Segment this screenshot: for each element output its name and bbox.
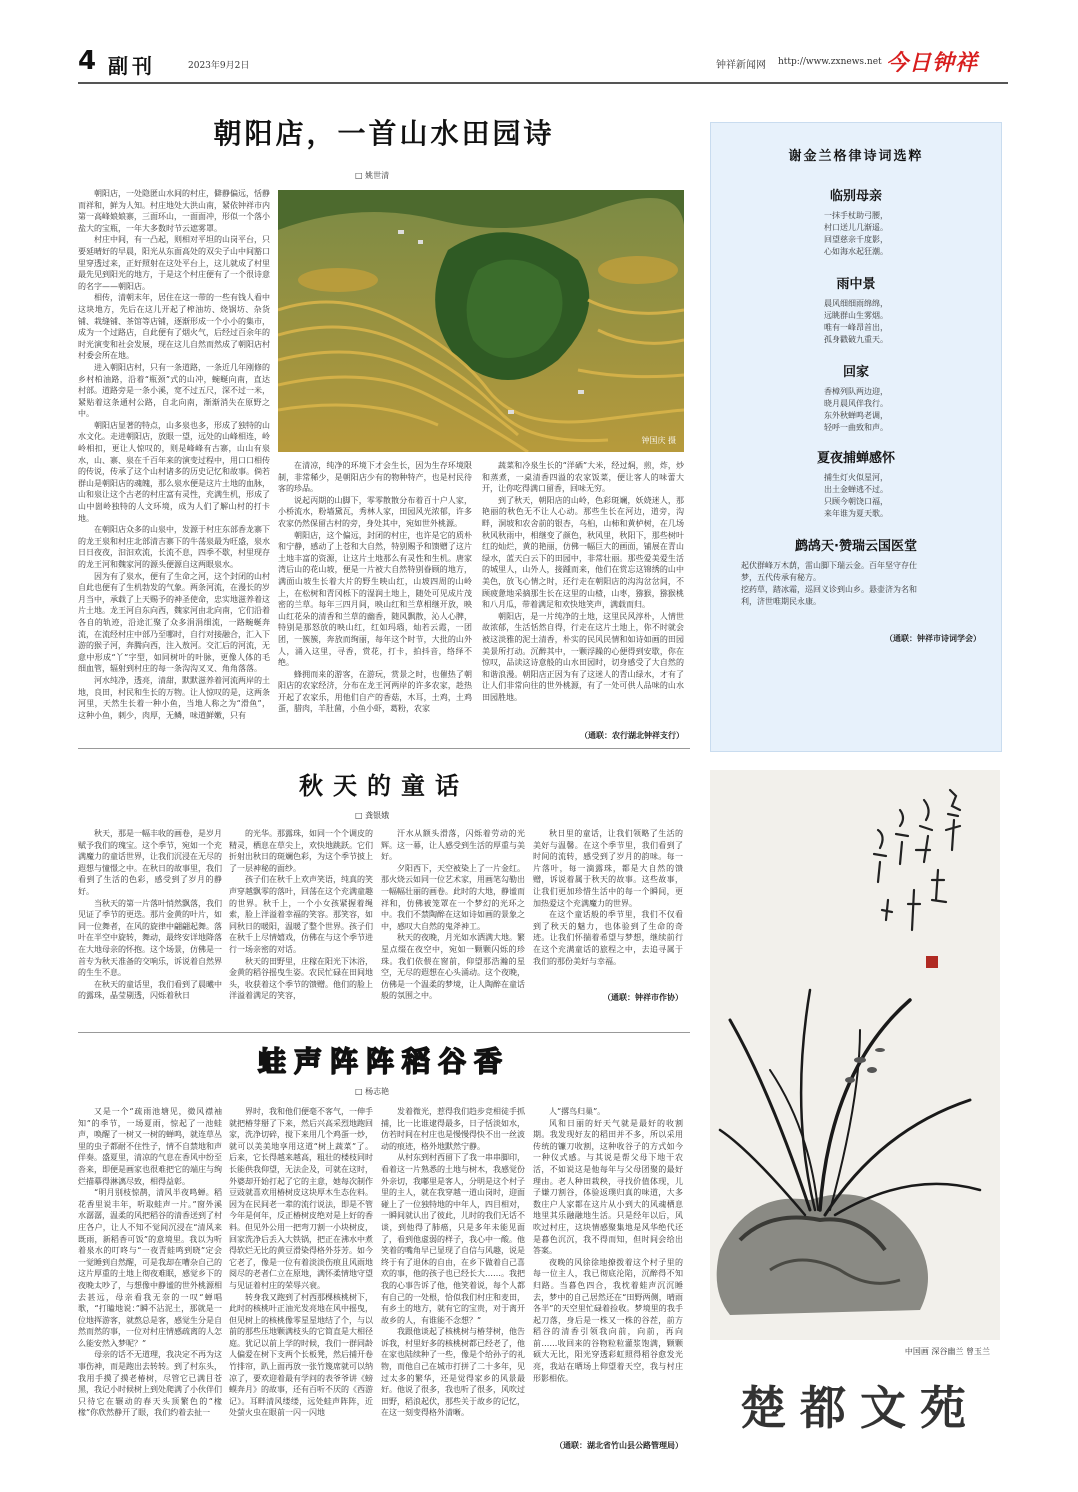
paragraph: 当秋天的第一片落叶悄然飘落，我们见证了季节的更迭。那片金黄的叶片，如同一位舞者，在风的旋律中翩翩起舞。落叶在半空中旋转，舞动，最终安详地降落在大地母亲的怀抱。这个场景，仿佛是一首专为秋天准备的交响乐，诉说着自然界的生生不息。 bbox=[78, 898, 222, 978]
article2-title: 秋天的童话 bbox=[299, 771, 469, 800]
paragraph: 在秋天的童话里，我们看到了晨曦中的露珠，晶莹剔透，闪烁着秋日 bbox=[78, 979, 222, 1001]
paragraph: 秋天的田野里，庄稼在阳光下沐浴，金黄的稻谷摇曳生姿。农民忙碌在田间地头，收获着这个季节的馈赠。他们的脸上洋溢着满足的笑容， bbox=[229, 956, 373, 1001]
poem-line: 捕生灯火似星河， bbox=[824, 473, 888, 482]
paragraph: 的光华。那露珠，如同一个个调皮的精灵，栖息在草尖上，欢快地跳跃。它们折射出秋日的斑斓色彩，为这个季节披上了一层神秘的面纱。 bbox=[229, 829, 373, 873]
paragraph: 发着微光，惹得我们趋步竞相徒手抓捕，比一比谁逮得最多，日子恬淡如水，仿若时间在村庄也是慢慢得快不出一丝波动的痕迹，格外地默然宁静。 bbox=[381, 1107, 525, 1151]
page-number: 4 bbox=[78, 46, 97, 76]
paragraph: 在朝阳店众多的山泉中，发源于村庄东部香龙寨下的龙王泉和村庄北部清吉寨下的牛荡泉最为旺盛，泉水日日夜夜，汩汩欢流，长流不息，四季不歇，村里现存的龙王河和魏家河的源头便源自这两眼泉水。 bbox=[78, 525, 270, 569]
article2-col2 bbox=[229, 828, 373, 1038]
article3-byline bbox=[355, 1086, 389, 1097]
article1-note: （通联：农行湖北钟祥支行） bbox=[580, 731, 684, 740]
article1-col3 bbox=[482, 460, 684, 726]
poem-line: 轻呼一曲致和声。 bbox=[824, 423, 888, 432]
paragraph: 我跟他谈起了核桃树与椿芽树，他告诉我，村里好多的核桃树都已经老了，他在家也陆续种了一些，像是个给孙子的礼物，而他自己在城市打拼了二十多年，见过太多的繁华，还是觉得家乡的风景最好。他说了很多，我也听了很多，风吹过田野，稻浪起伏，那些关于故乡的记忆，在这一刻变得格外清晰。 bbox=[381, 1327, 525, 1418]
section-divider bbox=[78, 748, 690, 749]
poem-line: 村口送儿几渐遥。 bbox=[824, 223, 888, 232]
article1-col2 bbox=[278, 460, 472, 740]
poem-line: 一抹手杖助弓腰， bbox=[824, 211, 888, 220]
article2-col4 bbox=[533, 828, 683, 988]
byline-box-icon: □ bbox=[355, 1087, 363, 1096]
paragraph: 界时，我和他们便毫不客气，一伸手就把椿芽掰了下来，然后兴高采烈地跑回家，洗净切碎，搅下来用几个鸡蛋一炒，就可以美美地享用这道“树上蔬菜”了。后来，它长得越来越高，粗壮的楼枝同时长能供我仰望，无法企及，可就在这时，外婆却开始打起了它的主意，她每次制作豆豉就喜欢用椿树皮这块厚木生态佐料。因为在民间老一辈的流行说法，即是不管今年是何年，反正椿树皮绝对是上好的香料。但见外公用一把弯刀割一小块树皮，回家洗净后丢入大铁锅，把正在沸水中煮得软烂无比的黄豆滑染得格外芬芳。如今它老了，像是一位有着淡淡伤痕且风雨地阅尽的老者仁立在原地，满怀柔情地守望与见证着村庄的荣辱兴衰。 bbox=[229, 1107, 373, 1290]
poem-line: 晓月晨风伴我行。 bbox=[824, 399, 888, 408]
seal-stamp bbox=[926, 956, 938, 968]
article2-col3 bbox=[381, 828, 525, 1038]
paragraph: 在清凉，纯净的环境下才会生长，因为生存环境限制，非常稀少，是朝阳店少有的物种特产，也是村民待客的珍品。 bbox=[278, 461, 472, 494]
article2-byline bbox=[355, 810, 389, 821]
paragraph: 朝阳店，一处隐匿山水间的村庄，僻静偏远，恬静而祥和，鲜为人知。村庄地处大洪山南，紧依钟祥市内第一高峰娘娘寨，三面环山，一面面冲，形似一个落小盐大的宝瓶，一年大多数时节云遮雾罩。 bbox=[78, 189, 270, 233]
paragraph: 汗水从额头滑落，闪烁着劳动的光辉。这一幕，让人感受到生活的厚重与美好。 bbox=[381, 829, 525, 862]
poem-1 bbox=[711, 185, 1001, 258]
poem-line: 挖药草，踏冰霜，巡回义诊到山乡。悬壶济为名和 bbox=[741, 585, 917, 594]
poem-line: 远眺群山生雾烟。 bbox=[824, 311, 888, 320]
paragraph: 在这个童话般的季节里，我们不仅看到了秋天的魅力，也体验到了生命的奇迹。让我们怀揣着希望与梦想，继续前行在这个充满童话的旅程之中，去追寻属于我们的那份美好与幸福。 bbox=[533, 910, 683, 966]
paragraph: 到了秋天，朝阳店的山岭，色彩斑斓，妖娆迷人，那艳丽的秋色无不让人心动。那些生长在河边，道旁，沟畔，洞坡和农舍前的银杏，乌桕，山柿和黄栌树，在几场秋风秋雨中，相继变了颜色，秋风里，秋阳下，那些树叶红的灿烂，黄的艳丽，仿佛一幅巨大的画面，铺展在青山绿水，蓝天白云下的田园中，非常壮丽。那些爱美爱生活的城里人，山外人，接踵而来，他们在赏忘这锦绣的山中美色，放飞心情之时，还行走在朝阳店的沟沟岔岔间，不顾疲惫地采摘那生长在这里的山楂，山枣，猕猴，猕猴桃和八月瓜，带着满足和欢快地笑声，满载而归。 bbox=[482, 495, 684, 610]
poem-line: 梦，五代传承有秘方。 bbox=[741, 573, 821, 582]
poem-line: 起伏群峰万木荫，雷山脚下瑞云金。百年坚守存仕 bbox=[741, 561, 917, 570]
poems-note: （通联：钟祥市诗词学会） bbox=[885, 634, 981, 643]
poem-5 bbox=[711, 535, 1001, 608]
article2-col1 bbox=[78, 828, 222, 1038]
paragraph: 说起丙期的山脚下，零零散散分布着百十户人家，小桥流水，粉墙黛瓦，秀林人家，田园风光浓郁，许多农家仍然保留古村的旁，身处其中，宛如世外桃源。 bbox=[278, 495, 472, 528]
article3-col3 bbox=[381, 1106, 525, 1464]
header-rule bbox=[78, 82, 1008, 84]
paragraph: “明月别枝惊鹊，清风半夜鸣蝉。稻花香里说丰年，听取蛙声一片。”窗外溪水潺潺，温柔的风把稻谷的清香送到了村庄各户，让人不知不觉间沉浸在“清风来既雨，新稻香可饭”的意境里。我以为听着泉水的叮咚与“一夜青蛙鸣到晓”定会一觉睡到自然醒，可是我却在嘈杂自己的这片厚重的土地上彻夜难眠，感觉乡下的夜晚太吵了，与想像中静谧的世外桃源相去甚远，母亲看我无奈的一叹“蝉唱歌，“打瞌地说：”瞬不沾泥土，那就是一位地挥游客，就熬总是客，感觉生分是自然而然的事，一位对村庄情感疏离的人怎么能安然入梦呢？” bbox=[78, 1188, 222, 1348]
article3-col1 bbox=[78, 1106, 222, 1464]
site-url: http://www.zxnews.net bbox=[778, 57, 882, 67]
masthead-logo: 今日钟祥 bbox=[886, 50, 979, 76]
article3-col4 bbox=[533, 1106, 683, 1436]
poem-title: 回家 bbox=[842, 365, 869, 380]
poem-title: 雨中景 bbox=[836, 277, 876, 292]
poem-2 bbox=[711, 273, 1001, 346]
paragraph: 母亲的话不无道理，我决定不再为这事伤神，而是跑出去转转。到了村东头，我用手摸了摸老椿树，尽管它已满目苍黑，我记小时候树上到处爬满了小伙伴们只待它在辗动的春天头顶繁色的“椽椽”你欣然静开了眼，我们约着去扯一 bbox=[78, 1350, 222, 1418]
terrace-landscape-image bbox=[278, 190, 684, 452]
article1-title: 朝阳店，一首山水田园诗 bbox=[213, 117, 555, 150]
article3-col2 bbox=[229, 1106, 373, 1464]
paragraph: 蜂拥而来的游客，在游玩，赏景之时，也催热了朝阳店的农家经济，分布在龙王河两岸的许多农家，趁热开起了农家乐，用他们自产的香菇，木耳，土鸡，土鸡蛋，腊肉，羊肚菌，小鱼小虾，葛粉，农家 bbox=[278, 669, 472, 714]
ink-orchid-painting bbox=[710, 770, 1000, 1340]
paragraph: 相传，清朝末年，居住在这一带的一些有钱人看中这块地方，先后在这儿开起了榨油坊、烧锅坊、杂货铺、栽缝铺、茶馆等店铺，逐渐形成一个小小的集市，成为一个过路店，自此便有了烟火气，后经过百余年的时光演变和社会发展，现在这儿自然而然成了朝阳店村村委会所在地。 bbox=[78, 293, 270, 361]
article3-author: 杨志艳 bbox=[365, 1087, 390, 1096]
paragraph: 秋日里的童话，让我们领略了生活的美好与温馨。在这个季节里，我们看到了时间的流转，感受到了岁月的韵味。每一片落叶，每一滴露珠，都是大自然的馈赠，诉说着属于秋天的故事。这些故事，让我们更加珍惜生活中的每一个瞬间，更加热爱这个充满魔力的世界。 bbox=[533, 829, 683, 908]
landscape-photo bbox=[278, 190, 684, 452]
paragraph: 村庄中间，有一凸起，则相对平坦的山岗平台，只要延晴好的早晨，阳光从东面高处的双尖子山中间豁口里穿透过来，正好照射在这处平台上，这儿就成了村里最先见到阳光的地方，于是这个村庄便有了一个很诗意的名字——朝阳店。 bbox=[78, 235, 270, 291]
paragraph: 进入朝阳店村，只有一条道路，一条近几年刚修的乡村柏油路，沿着“瓶颈”式的山冲，蜿蜒向南，直达村部。道路旁是一条小溪，宽不过五尺，深不过一米，紧贴着这条通村公路，自北向南，渐渐消失在原野之中。 bbox=[78, 362, 270, 419]
painting-caption: 中国画 深谷幽兰 曾玉兰 bbox=[904, 1347, 990, 1356]
paragraph: 孩子们在秋千上欢声笑语，纯真的笑声穿越飘零的落叶，回荡在这个充满童趣的世界。秋千上，一个小女孩紧握着绳索，脸上洋溢着幸福的笑容。那笑容，如同秋日的暖阳，温暖了整个世界。孩子们在秋千上尽情嬉戏，仿佛在与这个季节进行一场亲密的对话。 bbox=[229, 875, 373, 954]
poem-line: 出土金蝉逃不过。 bbox=[824, 485, 888, 494]
paragraph: 秋天的夜晚，月光如水洒满大地。繁星点缀在夜空中，宛如一颗颗闪烁的珍珠。我们依偎在窗前，仰望那浩瀚的星空，无尽的遐想在心头涌动。这个夜晚，仿佛是一个温柔的梦境，让人陶醉在童话般的氛围之中。 bbox=[381, 933, 525, 1001]
byline-box-icon: □ bbox=[355, 811, 363, 820]
orchid-painting-image bbox=[710, 770, 1000, 1340]
paragraph: 蔬菜和冷泉生长的“洋硒”大米，经过焖，煎，炸，炒和蒸煮，一桌清香四溢的农家饭菜，便让客人的味蕾大开，让你吃得满口留香，回味无穷。 bbox=[482, 461, 684, 494]
photo-credit: 钟国庆 摄 bbox=[641, 436, 676, 445]
poem-line: 孤身戳破九重天。 bbox=[824, 335, 888, 344]
poem-line: 晨风细细雨绵绵， bbox=[824, 299, 888, 308]
paragraph: 夜晚的风徐徐地撩拨着这个村子里的每一位主人，我已彻底沦陷，沉醉得不知归路。当暮色四合，我枕着蛙声沉沉睡去，梦中的自己居然还在“田野两侧，晴雨各半”的天空里忙碌着捡收。梦境里的我手起刀落，身后是一株又一株的谷茬，前方稻谷的清香引领我向前，向前，再向前……收回来的谷物粒粒灌浆饱满，颗颗硕大无比，阳光穿透彩虹照得稻谷愈发光亮，我站在晒场上仰望着天空，我与村庄形影相依。 bbox=[533, 1257, 683, 1383]
paragraph: 朝阳店，是一片纯净的土地，这里民风淳朴，人情世故浓郁，生活恬然自得，行走在这片土地上，你不时就会被这淡雅的泥土清香，朴实的民风民情和如诗如画的田园美景所打动。沉醉其中，一颗浮躁的心便得到安歇，你在惊叹，品读这诗意般的山水田园时，切身感受了大自然的和谐浪漫。朝阳店正因为有了这迷人的青山绿水，才有了让人们非常向往的世外桃源，有了一处可供人品味的山水田园胜地。 bbox=[482, 611, 684, 702]
poem-title: 临别母亲 bbox=[829, 189, 882, 204]
section-logo: 楚都文苑 bbox=[740, 1381, 980, 1435]
paragraph: 秋天，那是一幅丰收的画卷，是岁月赋予我们的瑰宝。这个季节，宛如一个充满魔力的童话世界，让我们沉浸在无尽的遐想与憧憬之中。在秋日的故事里，我们看到了生活的色彩，感受到了岁月的静好。 bbox=[78, 829, 222, 896]
poem-line: 香樟列队两边迎， bbox=[824, 387, 888, 396]
section-divider bbox=[78, 1032, 690, 1033]
article1-col1 bbox=[78, 188, 270, 740]
poem-line: 东外秋蝉鸣老调， bbox=[824, 411, 888, 420]
page-header bbox=[78, 44, 1008, 84]
article2-note: （通联：钟祥市作协） bbox=[603, 993, 683, 1002]
paragraph: 因为有了泉水，便有了生命之河，这个封闭的山村自此也便有了生机勃发的气象。两条河流，在漫长的岁月当中，承载了上天赐予的神圣使命，忠实地滋养着这片土地。龙王河自东向西，魏家河由北向南，它们沿着各自的轨迹，沿途汇聚了众多涓涓细流，一路蜿蜒奔流，在流经村庄中部乃至哪时，自行对接融合，汇入下游的猴子河，奔腾向西，注入敖河。交汇后的河流，无意中形成“丫”字型，如同树叶的叶脉，更像人体的毛细血管，辐射到村庄的每一条沟沟叉叉、角角落落。 bbox=[78, 571, 270, 674]
poem-line: 回望慈亲千度影， bbox=[824, 235, 888, 244]
article1-byline bbox=[355, 170, 389, 181]
poem-3 bbox=[711, 361, 1001, 434]
article3-note: （通联：湖北省竹山县公路管理局） bbox=[555, 1441, 683, 1450]
poems-panel bbox=[710, 122, 1002, 752]
section-name: 副刊 bbox=[108, 54, 156, 78]
article3-title: 蛙声阵阵稻谷香 bbox=[257, 1045, 510, 1078]
poem-line: 来年谁为夏天歌。 bbox=[824, 509, 888, 518]
site-name: 钟祥新闻网 bbox=[716, 60, 766, 71]
paragraph: 人“撂鸟归巢”。 bbox=[549, 1107, 606, 1116]
poem-4 bbox=[711, 447, 1001, 520]
paragraph: 从村东到村西留下了我一串串脚印，看着这一片熟悉的土地与树木，我感觉份外亲切，我嘟里是客人，分明是这个村子里的主人，就在我穿越一道山岗时，迎面碰上了一位独特地的中年人，四目相对，一瞬间就认出了彼此，儿时的我们无话不谈，到他得了肺癌，只是多年未能见面了，看到他虚弱的样子，我心中一酸。他笑着的嘴角早已显现了自信与风趣，说是终于有了退休的自由，在乡下做着自己喜欢的事，他的孩子也已经长大……。我把我的心事告诉了他，他笑着说，每个人都有自己的一处根，恰似我们村庄和麦田，有乡土的地方，就有它的宝贵，对于离开故乡的人，有谁能不念想？” bbox=[381, 1153, 525, 1325]
paragraph: 转身我又跑到了村西那棵核桃树下，此时的核桃叶正油光发亮地在风中摇曳，但见树上的核桃像零星星地结了个，与以前的那些压地颗满枝头的它简直是大相径庭。犹记以前上学的时候，我们一群同龄人偏爱在树下支两个长板凳，然后捕开卷竹排帘，趴上面再放一张竹篾席就可以纳凉了，要欢迎着最有学问的表爷爷讲《螃蟆奔月》的故事，还有百听不厌的《西游记》。耳畔清风缕缕，远处蛙声阵阵，近处萤火虫在眼前一闪一闪地 bbox=[229, 1292, 373, 1418]
poem-title: 夏夜捕蝉感怀 bbox=[816, 451, 895, 466]
paragraph: 朝阳店，这个偏远，封闭的村庄，也许是它的质朴和宁静，感动了上苍和大自然，特别赐予和馈赠了这片土地丰富的资源，让这片土地那么有灵性和生机。唐家湾后山的花山坡，便是一片被大自然特别眷顾的地方，满面山坡生长着大片的野生映山红，山坡四周的山岭上，在松树和青冈栎下的湿润土地上，随处可见成片茂密的兰草。每年三四月间，映山红和兰草相继开放，映山红花朵的清香和兰草的幽香，随风飘散，沁人心脾，特别是那怒放的映山红，红如玛瑙，灿若云霞，一团团，一簇簇，奔放而绚丽，每年这个时节，大批的山外人，涌入这里，寻香，赏花，打卡，拍抖音，络绎不绝。 bbox=[278, 530, 472, 668]
poem-line: 利，济世唯期民永康。 bbox=[741, 597, 821, 606]
poem-title: 鹧鸪天·赞瑞云国医堂 bbox=[795, 539, 917, 554]
poems-panel-title: 谢金兰格律诗词选粹 bbox=[788, 149, 924, 164]
paragraph: 河水纯净，透亮，清甜，默默滋养着河流两岸的土地，良田，村民和生长的万物。让人惊叹的是，这两条河里，天然生长着一种小鱼，当地人称之为“滑鱼”，这种小鱼，刺少，肉厚，无鳞，味道鲜嫩，只有 bbox=[78, 675, 270, 720]
poem-line: 心如海水起狂潮。 bbox=[824, 247, 888, 256]
article2-author: 龚银娥 bbox=[365, 811, 390, 820]
poem-line: 唯有一峰昂首出， bbox=[824, 323, 888, 332]
article1-author: 姚世清 bbox=[365, 171, 390, 180]
paragraph: 朝阳店显著的特点，山多泉也多，形成了独特的山水文化。走进朝阳店，放眼一望，远处的山峰相连，岭岭相扣，更让人惊叹的，则是峰峰有古寨，山山有泉水，山、寨、泉在千百年来的演变过程中，用口口相传的传说，传承了这个山村诸多的历史记忆和故事。倘若群山是朝阳店的魂魄，那么泉水便是这片土地的血脉，山和泉让这个古老的村庄富有灵性，充满生机，形成了山中崮岭独特的人文环境，成为人们了解山村的打卡地。 bbox=[78, 420, 270, 523]
paragraph: 夕阳西下，天空被染上了一片金红。那火烧云如同一位艺术家，用画笔勾勒出一幅幅壮丽的画卷。此时的大地，静谧而祥和，仿佛被笼罩在一个梦幻的光环之中。我们不禁陶醉在这如诗如画的景象之中，感叹大自然的鬼斧神工。 bbox=[381, 863, 525, 931]
poem-line: 只顾今朝饶口福， bbox=[824, 497, 888, 506]
issue-date: 2023年9月2日 bbox=[188, 61, 250, 71]
paragraph: 风和日丽的好天气就是最好的收割期。我发现好友的稻田并不多，所以采用传统的镰刀收割，这种收谷子的方式如今一种仪式感。与其说是帮父母下地干农活，不如说这是他每年与父母团聚的最好理由。老人种田栽秧，寻找价值体现，儿子嫌刀割谷，体验返璞归真的味道，大多数庄户人家都在这片从小到大的风魂栖息地里其乐融融地生活。只是经年以后，风吹过村庄，这块情感聚集地是风华绝代还是暮色沉沉，我不得而知，但时间会给出答案。 bbox=[533, 1118, 683, 1256]
paragraph: 又是一个“疏雨池塘见，微风襟袖知”的季节，一场夏雨，惊起了一池蛙声，唤醒了一树又一树的蝉鸣，就连草丛里的虫子都耐不住性子，情不自禁地和声伴奏。盛夏里，清凉的气息在香风中纷至沓来，即便是画家也很难把它的端庄与绚烂描摹得淋漓尽致，相得益彰。 bbox=[78, 1107, 222, 1186]
byline-box-icon: □ bbox=[355, 171, 363, 180]
